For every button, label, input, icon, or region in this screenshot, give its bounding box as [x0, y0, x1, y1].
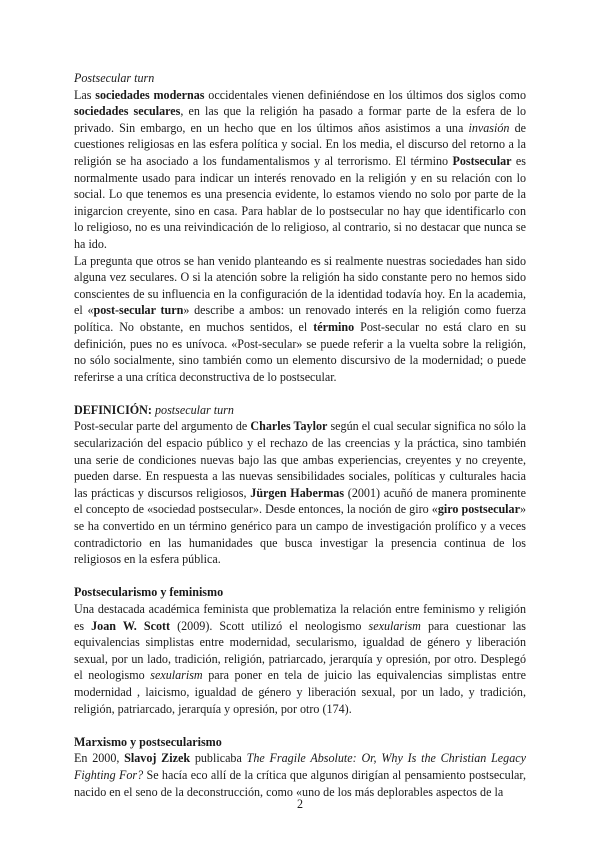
text-run: según el cual secular significa no sólo la secularización del espacio público y el rechazo de las creencias y la práctica, sino también una serie de condiciones nuevas bajo las que ambas experiencias, creyentes y no creyente, pueden darse. En respuesta a las nuevas sensibilidades sociales, políticas y culturales hacia las prácticas y discursos religiosos, [74, 419, 526, 500]
text-run: publicaba [190, 751, 247, 766]
heading-bold: Marxismo y postsecularismo [74, 734, 222, 749]
italic-text: sexularism [368, 618, 421, 633]
page-number: 2 [296, 797, 304, 811]
text-run: para poner en tela de juicio las equivalencias simplistas entre modernidad , laicismo, igualdad de género y liberación sexual, por un lado, y tradición, religión, patriarcado, jerarquía y opresión, por otro (174). [74, 668, 526, 716]
text-run: Post-secular no está claro en su definición, pues no es unívoca. «Post-secular» se puede referir a la vuelta sobre la religión, no sólo socialmente, sino también como un elemento discursivo de la modernidad; o puede referirse a una crítica deconstructiva de lo postsecular. [74, 319, 526, 384]
heading-italic: postsecular turn [154, 402, 234, 417]
italic-text: invasión [468, 120, 510, 135]
section-heading [74, 734, 526, 751]
section-heading [74, 584, 526, 601]
bold-text: Joan W. Scott [91, 618, 171, 633]
paragraph [74, 87, 526, 253]
section-marxismo [74, 734, 526, 800]
italic-text: sexularism [150, 668, 203, 683]
text-run: Post-secular parte del argumento de [74, 419, 251, 434]
text-run: Las [74, 87, 96, 102]
text-run: , en las que la religión ha pasado a formar parte de la esfera de lo privado. Sin embargo, en un hecho que en los últimos años asistimos a una [74, 104, 527, 135]
text-run: Se hacía eco allí de la crítica que algunos dirigían al pensamiento postsecular, nacido en el seno de la deconstrucción, como «uno de los más deplorables aspectos de la [74, 767, 526, 799]
spacer [74, 385, 526, 402]
text-run: » describe a ambos: un renovado interés en la religión como fuerza política. No obstante, en muchos sentidos, el [74, 303, 526, 334]
section-feminismo [74, 584, 526, 717]
heading-italic: Postsecular turn [74, 71, 155, 85]
text-run: para cuestionar las equivalencias simplistas entre modernidad, secularismo, igualdad de género y liberación sexual, por un lado, tradición, religión, patriarcado, jerarquía y opresión, por otro. Desplegó el neologismo [74, 618, 526, 683]
paragraph [74, 750, 526, 800]
heading-bold: DEFINICIÓN: [74, 402, 155, 417]
text-run: En 2000, [74, 751, 125, 766]
text-run: es normalmente usado para indicar un interés renovado en la religión y en su relación con lo social. Lo que tenemos es una presencia evidente, lo estamos viendo no solo por parte de la inigarcion creyente, sino en casa. Para hablar de lo postsecular no hay que identificarlo con lo religioso, no es una reivindicación de lo religioso, al contrario, si no destacar que nunca se ha ido. [74, 153, 526, 251]
section-postsecular-turn [74, 70, 526, 385]
section-definicion [74, 402, 526, 568]
text-run: Una destacada académica feminista que problematiza la relación entre feminismo y religión es [74, 602, 526, 633]
text-run: La pregunta que otros se han venido planteando es si realmente nuestras sociedades han sido alguna vez seculares. O si la atención sobre la religión ha sido constante pero no hemos sido conscientes de su influencia en la configuración de la identidad todavía hoy. En la academia, el « [74, 253, 526, 318]
text-run: de cuestiones religiosas en las esfera política y social. En los media, el discurso del retorno a la religión se ha asociado a los fundamentalismos y al terrorismo. El término [74, 120, 526, 168]
text-run: (2001) acuñó de manera prominente el concepto de «sociedad postsecular». Desde entonces, la noción de giro « [74, 485, 527, 517]
bold-text: Slavoj Zizek [124, 751, 191, 766]
bold-text: Charles Taylor [250, 419, 328, 434]
spacer [74, 568, 526, 585]
paragraph [74, 253, 526, 386]
text-run: occidentales vienen definiéndose en los últimos dos siglos como [204, 87, 526, 102]
bold-text: sociedades modernas [95, 87, 205, 102]
spacer [74, 717, 526, 734]
section-heading [74, 402, 526, 419]
document-page [74, 70, 526, 800]
heading-bold: Postsecularismo y feminismo [74, 585, 224, 600]
bold-text: Jürgen Habermas [250, 485, 345, 500]
paragraph [74, 418, 526, 567]
text-run: (2009). Scott utilizó el neologismo [170, 618, 369, 633]
section-heading [74, 70, 526, 87]
bold-text: término [313, 319, 355, 334]
bold-text: Postsecular [452, 153, 512, 168]
bold-text: sociedades seculares [74, 104, 181, 119]
bold-text: post-secular turn [93, 303, 184, 318]
italic-text: The Fragile Absolute: Or, Why Is the Christian Legacy Fighting For? [74, 751, 526, 782]
bold-text: giro postsecular [437, 502, 520, 517]
text-run: » se ha convertido en un término genérico para un campo de investigación prolífico y a veces contradictorio en las humanidades que busca investigar la presencia continua de los religiosos en la esfera pública. [74, 502, 527, 567]
paragraph [74, 601, 526, 717]
